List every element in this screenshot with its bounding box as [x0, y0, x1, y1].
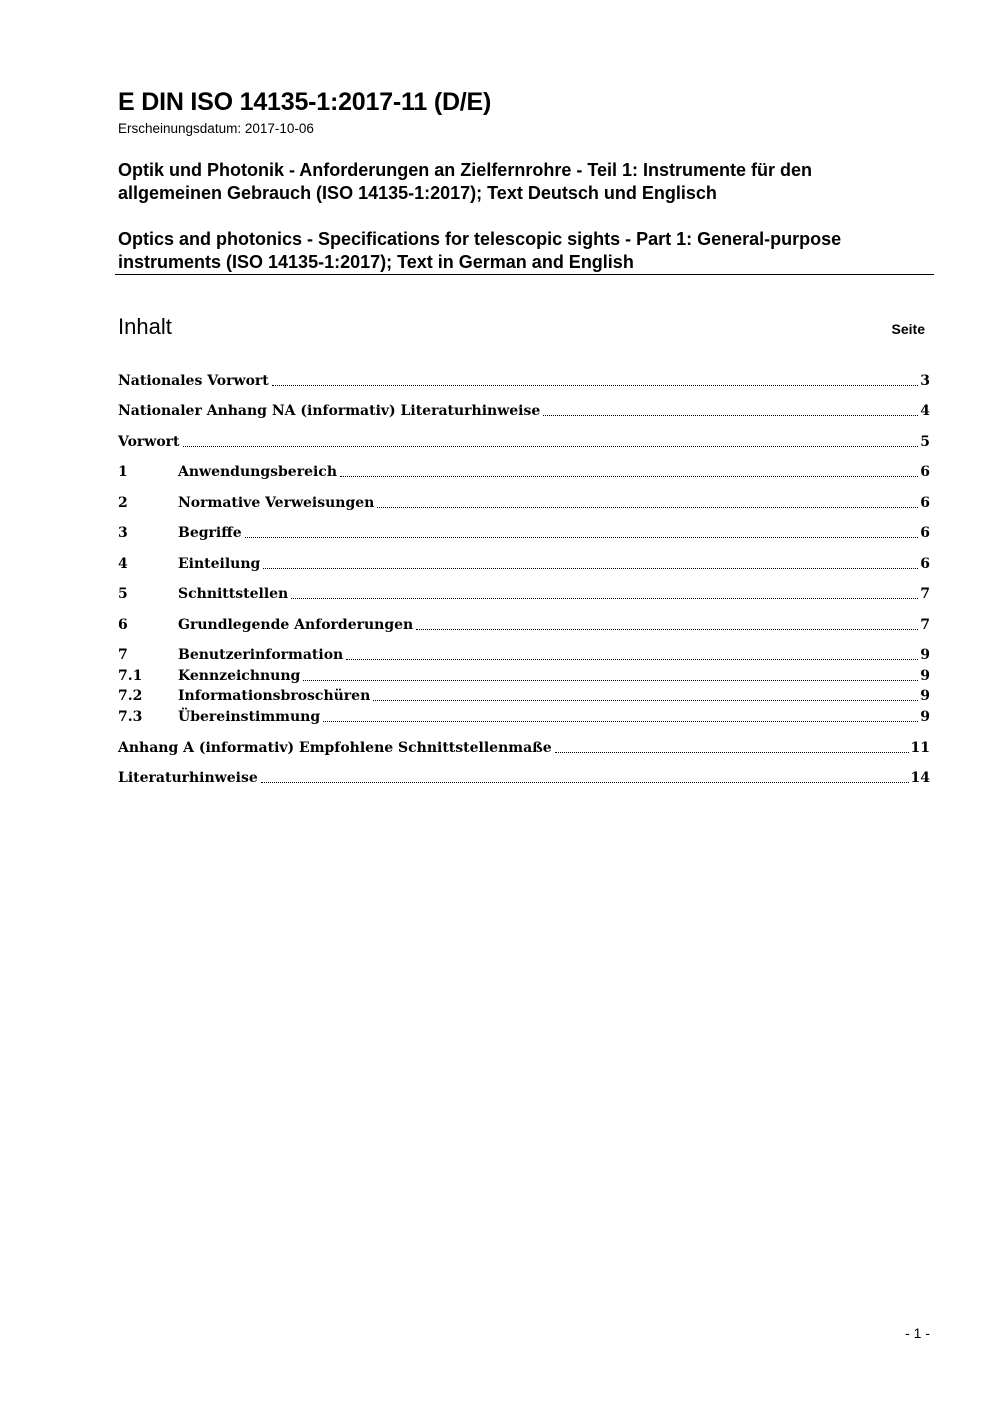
toc-dot-leader: [263, 567, 918, 569]
toc-entry[interactable]: [118, 767, 930, 787]
toc-entry-title: Informationsbroschüren: [178, 688, 371, 704]
toc-entry-page: 6: [920, 464, 930, 480]
title-german-line-2: allgemeinen Gebrauch (ISO 14135-1:2017); Text Deutsch und Englisch: [118, 183, 717, 203]
toc-entry-page: 5: [920, 434, 930, 450]
toc-entry[interactable]: [118, 553, 930, 573]
title-german: [118, 159, 938, 205]
toc-dot-leader: [340, 475, 918, 477]
footer-page-number: - 1 -: [905, 1325, 930, 1341]
toc-entry-number: 4: [118, 556, 128, 572]
toc-dot-leader: [346, 658, 918, 660]
toc-entry-title: Kennzeichnung: [178, 668, 301, 684]
toc-dot-leader: [373, 699, 918, 701]
toc-entry-page: 11: [910, 740, 930, 756]
title-english-line-2: instruments (ISO 14135-1:2017); Text in German and English: [118, 252, 634, 272]
toc-entry-number: 3: [118, 525, 128, 541]
toc-dot-leader: [323, 720, 918, 722]
toc-entry-title: Nationales Vorwort: [118, 373, 269, 389]
toc-entry-number: 5: [118, 586, 128, 602]
title-german-line-1: Optik und Photonik - Anforderungen an Zielfernrohre - Teil 1: Instrumente für den: [118, 160, 813, 180]
toc-entry-page: 9: [920, 688, 930, 704]
toc-entry-number: 7: [118, 647, 128, 663]
toc-entry[interactable]: [118, 370, 930, 390]
toc-entry-number: 1: [118, 464, 128, 480]
publication-date: Erscheinungsdatum: 2017-10-06: [118, 121, 314, 136]
toc-dot-leader: [555, 751, 909, 753]
toc-dot-leader: [272, 384, 919, 386]
toc-entry-page: 14: [910, 770, 930, 786]
toc-dot-leader: [303, 679, 918, 681]
toc-entry-title: Nationaler Anhang NA (informativ) Literaturhinweise: [118, 403, 541, 419]
toc-entry[interactable]: [118, 492, 930, 512]
toc-entry-page: 6: [920, 525, 930, 541]
toc-entry[interactable]: [118, 706, 930, 726]
toc-entry-page: 9: [920, 709, 930, 725]
toc-dot-leader: [416, 628, 918, 630]
toc-entry-number: 7.2: [118, 688, 143, 704]
title-english: [118, 228, 938, 274]
toc-entry-title: Anwendungsbereich: [178, 464, 337, 480]
toc-entry-title: Literaturhinweise: [118, 770, 258, 786]
toc-entry-page: 7: [920, 586, 930, 602]
toc-entry-number: 7.3: [118, 709, 143, 725]
toc-entry-number: 2: [118, 495, 128, 511]
toc-entry-page: 4: [920, 403, 930, 419]
toc-dot-leader: [377, 506, 918, 508]
toc-page-column-label: Seite: [891, 321, 925, 337]
toc-entry-title: Grundlegende Anforderungen: [178, 617, 414, 633]
toc-dot-leader: [245, 536, 919, 538]
title-english-line-1: Optics and photonics - Specifications for telescopic sights - Part 1: General-purpose: [118, 229, 842, 249]
toc-entry-title: Vorwort: [118, 434, 180, 450]
toc-entry-number: 6: [118, 617, 128, 633]
toc-entry[interactable]: [118, 583, 930, 603]
toc-entry[interactable]: [118, 737, 930, 757]
document-id: E DIN ISO 14135-1:2017-11 (D/E): [118, 88, 492, 116]
toc-entry-title: Benutzerinformation: [178, 647, 344, 663]
toc-entry-page: 6: [920, 495, 930, 511]
toc-dot-leader: [291, 597, 918, 599]
toc-entry-number: 7.1: [118, 668, 143, 684]
toc-entry[interactable]: [118, 665, 930, 685]
toc-entry[interactable]: [118, 431, 930, 451]
toc-entry[interactable]: [118, 522, 930, 542]
toc-entry-title: Anhang A (informativ) Empfohlene Schnittstellenmaße: [118, 740, 552, 756]
toc-entry[interactable]: [118, 644, 930, 664]
toc-heading: Inhalt: [118, 314, 172, 339]
toc-dot-leader: [261, 781, 909, 783]
toc-entry-title: Normative Verweisungen: [178, 495, 375, 511]
toc-entry-title: Einteilung: [178, 556, 261, 572]
toc-entry[interactable]: [118, 400, 930, 420]
header-divider: [115, 274, 934, 275]
toc-entry[interactable]: [118, 614, 930, 634]
toc-entry-page: 7: [920, 617, 930, 633]
toc-entry-page: 9: [920, 647, 930, 663]
toc-entry-title: Schnittstellen: [178, 586, 289, 602]
toc-entry-page: 9: [920, 668, 930, 684]
toc-entry-title: Übereinstimmung: [178, 709, 321, 725]
toc-entry-title: Begriffe: [178, 525, 242, 541]
toc-entry-page: 3: [920, 373, 930, 389]
toc-entry-page: 6: [920, 556, 930, 572]
toc-dot-leader: [183, 445, 919, 447]
toc-entry[interactable]: [118, 461, 930, 481]
toc-dot-leader: [543, 414, 918, 416]
toc-entry[interactable]: [118, 685, 930, 705]
